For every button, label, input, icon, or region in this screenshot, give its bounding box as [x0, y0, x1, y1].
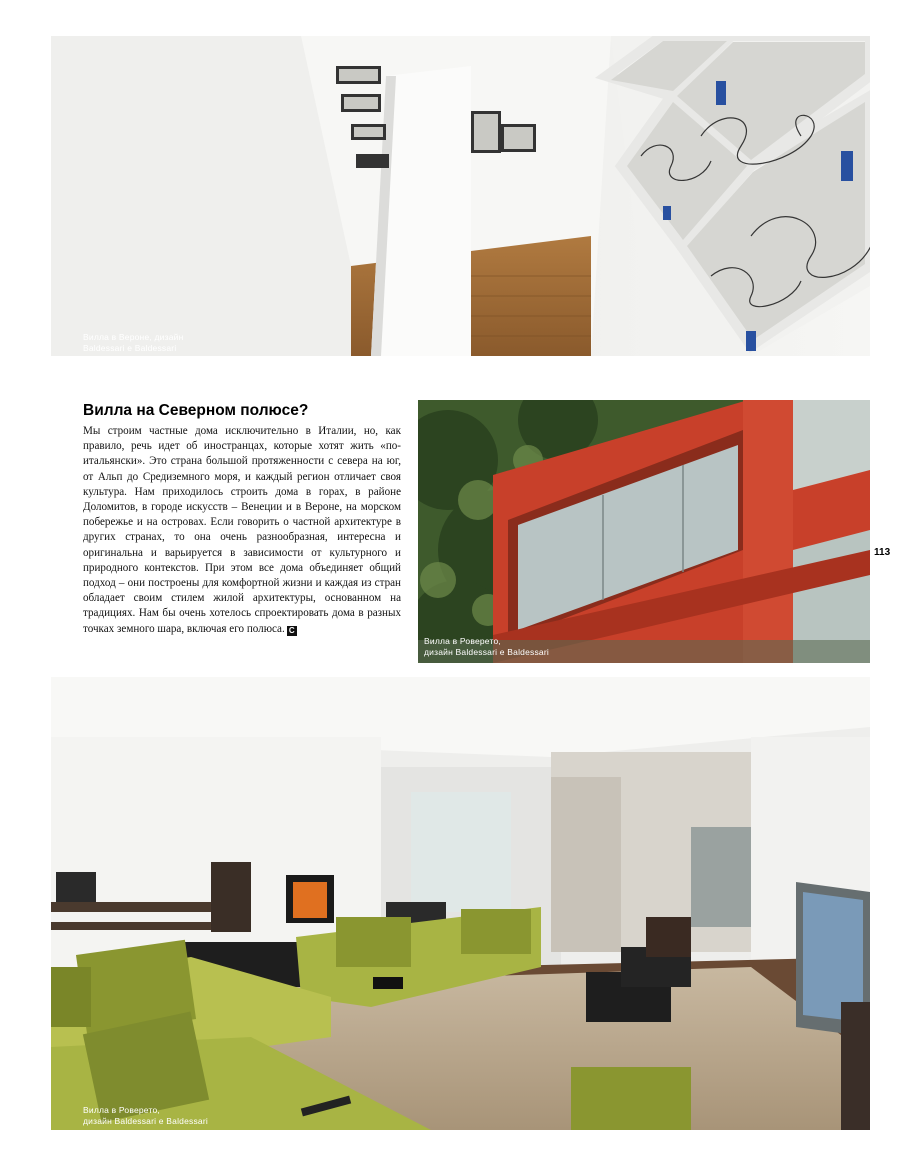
page-number: 113 — [874, 547, 891, 558]
caption-rovereto-living-room — [83, 1105, 208, 1126]
article-body-text: Мы строим частные дома исключительно в Италии, но, как правило, речь идет об иностранцах, которые хотят жить «по-итальянски». Это страна большой протяженности с севера на юг, от Альп до Средиземного моря, и каждый регион отличает своя культура. Нам приходилось строить дома в горах, в районе Доломитов, в городе искусств – Венеции и в Вероне, на морском побережье и на островах. Если говорить о частной архитектуре в других странах, то она очень разнообразная, интересна и оригинальна и варьируется в зависимости от культурного и природного контекстов. При этом все дома объединяет общий подход – они построены для комфортной жизни и каждая из стран обладает своим стилем жилой архитектуры, основанном на традициях. Нам бы очень хотелось спроектировать дома в разных точках земного шара, включая его полюса. — [83, 425, 401, 635]
caption-rovereto-exterior-line2: дизайн Baldessari e Baldessari — [424, 646, 549, 657]
photo-verona-stairwell — [51, 36, 870, 356]
caption-rovereto-living-room-line1: Вилла в Роверето, — [83, 1105, 160, 1115]
article — [83, 401, 401, 637]
photo-rovereto-living-room-image — [51, 677, 870, 1130]
caption-verona-line2: Baldessari e Baldessari — [83, 342, 177, 353]
photo-verona-stairwell-image — [51, 36, 870, 356]
caption-verona-line1: Вилла в Вероне, дизайн — [83, 332, 184, 342]
photo-rovereto-exterior — [418, 400, 870, 663]
photo-rovereto-exterior-image — [418, 400, 870, 663]
article-body — [83, 424, 401, 637]
caption-rovereto-exterior — [424, 636, 549, 657]
photo-rovereto-living-room — [51, 677, 870, 1130]
caption-verona — [83, 332, 183, 353]
end-mark-icon: C — [287, 626, 297, 636]
caption-rovereto-living-room-line2: дизайн Baldessari e Baldessari — [83, 1115, 208, 1126]
article-title: Вилла на Северном полюсе? — [83, 402, 309, 419]
caption-rovereto-exterior-line1: Вилла в Роверето, — [424, 636, 501, 646]
